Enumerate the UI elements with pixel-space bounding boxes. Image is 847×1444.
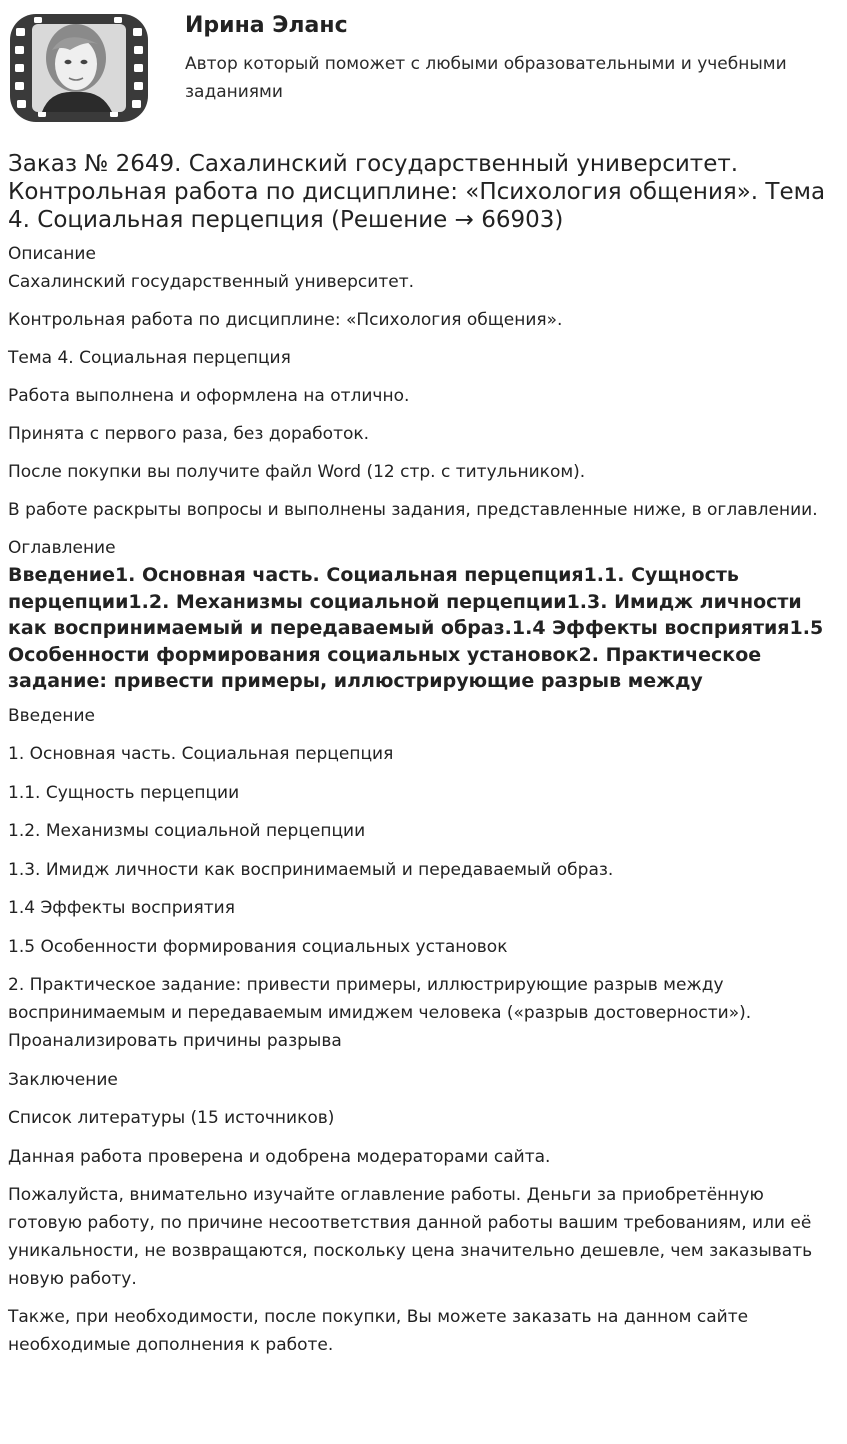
toc-list bbox=[8, 702, 842, 1133]
description-label: Описание bbox=[8, 244, 96, 264]
toc-item: Заключение bbox=[8, 1069, 118, 1090]
footer-paragraph: Также, при необходимости, после покупки, Вы можете заказать на данном сайте необходимые дополнения к работе. bbox=[8, 1306, 749, 1355]
order-content bbox=[8, 150, 842, 1369]
description-paragraph: Тема 4. Социальная перцепция bbox=[8, 348, 291, 368]
footer-paragraph: Пожалуйста, внимательно изучайте оглавление работы. Деньги за приобретённую готовую работу, по причине несоответствия данной работы вашим требованиям, или её уникальности, не возвращаются, поскольку цена значительно дешевле, чем заказывать новую работу. bbox=[8, 1184, 813, 1289]
description-paragraph: После покупки вы получите файл Word (12 стр. с титульником). bbox=[8, 462, 586, 482]
description-paragraph: В работе раскрыты вопросы и выполнены задания, представленные ниже, в оглавлении. bbox=[8, 500, 818, 520]
toc-item: 1.1. Сущность перцепции bbox=[8, 782, 240, 803]
description-paragraph: Сахалинский государственный университет. bbox=[8, 272, 414, 292]
toc-item: Введение bbox=[8, 705, 95, 726]
toc-summary: Введение1. Основная часть. Социальная перцепция1.1. Сущность перцепции1.2. Механизмы социальной перцепции1.3. Имидж личности как воспринимаемый и передаваемый образ.1.4 Эффекты восприятия1.5 Особенности формирования социальных установок2. Практическое задание: привести примеры, иллюстрирующие разрыв между bbox=[8, 564, 824, 692]
page-title: Заказ № 2649. Сахалинский государственный университет. Контрольная работа по дисциплине: «Психология общения». Тема 4. Социальная перцепция (Решение → 66903) bbox=[8, 151, 826, 233]
author-description: Автор который поможет с любыми образовательными и учебными заданиями bbox=[185, 54, 787, 102]
author-avatar[interactable] bbox=[6, 6, 152, 130]
author-name[interactable]: Ирина Эланс bbox=[185, 13, 348, 38]
description-paragraph: Работа выполнена и оформлена на отлично. bbox=[8, 386, 410, 406]
toc-item: Список литературы (15 источников) bbox=[8, 1108, 335, 1128]
toc-item: 2. Практическое задание: привести примеры, иллюстрирующие разрыв между воспринимаемым и передаваемым имиджем человека («разрыв достоверности»). Проанализировать причины разрыва bbox=[8, 975, 752, 1051]
toc-item: 1.5 Особенности формирования социальных установок bbox=[8, 936, 508, 957]
toc-item: 1.4 Эффекты восприятия bbox=[8, 898, 235, 918]
author-photo bbox=[32, 24, 126, 112]
toc-item: 1.2. Механизмы социальной перцепции bbox=[8, 821, 366, 841]
footer-paragraph: Данная работа проверена и одобрена модераторами сайта. bbox=[8, 1146, 551, 1167]
description-paragraph: Контрольная работа по дисциплине: «Психология общения». bbox=[8, 310, 563, 330]
toc-item: 1. Основная часть. Социальная перцепция bbox=[8, 744, 394, 764]
description-paragraph: Принята с первого раза, без доработок. bbox=[8, 424, 370, 444]
author-card bbox=[0, 0, 847, 140]
toc-item: 1.3. Имидж личности как воспринимаемый и передаваемый образ. bbox=[8, 859, 614, 880]
toc-label: Оглавление bbox=[8, 538, 116, 558]
